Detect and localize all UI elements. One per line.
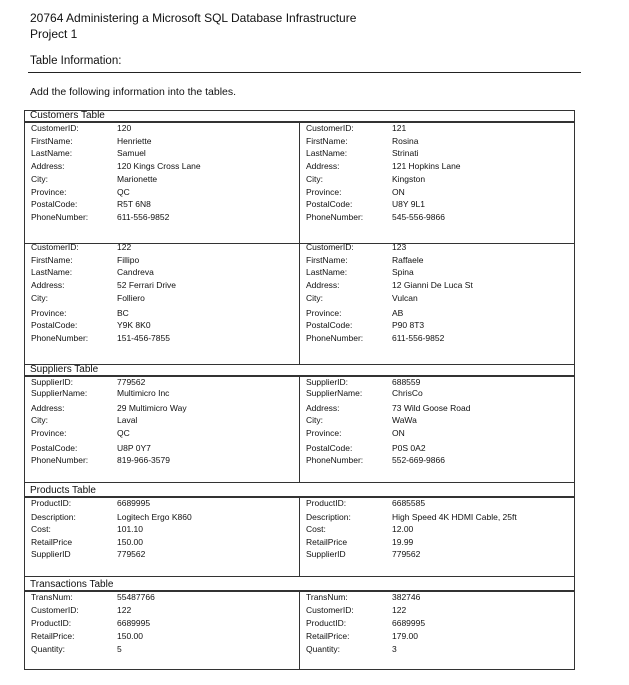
field-row [306,148,418,159]
field-label: Address: [31,403,65,413]
field-row [31,428,130,439]
field-row [31,255,139,266]
supplier-record-1 [24,376,300,483]
field-label: PhoneNumber: [306,212,364,222]
field-value: 779562 [117,377,146,387]
field-value: 122 [117,605,132,615]
field-value: 101.10 [117,524,143,534]
field-label: Province: [31,187,67,197]
field-row [306,174,425,185]
field-row [31,403,187,414]
field-row [306,199,425,210]
transaction-record-2 [299,591,575,670]
field-row [306,333,444,344]
field-value: Spina [392,267,414,277]
field-label: SupplierID: [31,377,74,387]
field-row [306,377,420,388]
field-row [306,212,445,223]
field-value: WaWa [392,415,417,425]
field-label: CustomerID: [306,605,354,615]
field-row [306,549,420,560]
customer-record-4 [299,243,575,365]
field-label: CustomerID: [31,605,79,615]
section-heading: Table Information: [30,55,122,67]
field-value: 123 [392,242,407,252]
field-row [31,512,192,523]
field-row [31,161,201,172]
field-label: Province: [31,428,67,438]
field-label: ProductID: [306,618,347,628]
field-row [31,455,170,466]
field-label: Address: [31,280,65,290]
field-row [31,212,169,223]
field-value: 122 [392,605,407,615]
field-label: TransNum: [306,592,348,602]
field-label: Address: [306,403,340,413]
field-value: Fillipo [117,255,140,265]
suppliers-table-title: Suppliers Table [24,364,575,376]
field-row [306,403,470,414]
field-value: 120 Kings Cross Lane [117,161,201,171]
field-label: Quantity: [31,644,66,654]
field-value: 5 [117,644,122,654]
field-row [306,428,405,439]
field-label: City: [306,174,323,184]
field-value: 150.00 [117,537,143,547]
product-record-1 [24,497,300,577]
field-label: CustomerID: [306,242,354,252]
field-value: 150.00 [117,631,143,641]
field-row [306,242,406,253]
field-label: Address: [31,161,65,171]
field-value: Folliero [117,293,145,303]
field-value: ChrisCo [392,388,423,398]
field-label: ProductID: [31,618,72,628]
field-row [31,549,145,560]
field-value: U8P 0Y7 [117,443,151,453]
field-value: Candreva [117,267,154,277]
field-value: 6689995 [117,618,151,628]
field-label: Address: [306,161,340,171]
field-label: Description: [306,512,351,522]
field-row [306,498,425,509]
field-value: 3 [392,644,397,654]
field-label: LastName: [31,267,73,277]
field-value: BC [117,308,129,318]
field-value: 12.00 [392,524,414,534]
field-value: 151-456-7855 [117,333,170,343]
field-label: PostalCode: [31,199,78,209]
field-row [31,592,155,603]
field-row [31,267,154,278]
field-row [31,631,143,642]
transaction-record-1 [24,591,300,670]
field-value: Logitech Ergo K860 [117,512,192,522]
field-row [31,618,150,629]
field-row [31,388,169,399]
field-label: ProductID: [306,498,347,508]
field-label: LastName: [306,267,348,277]
field-label: Province: [306,428,342,438]
field-row [31,605,131,616]
field-label: RetailPrice: [306,631,350,641]
field-row [31,644,122,655]
field-value: 19.99 [392,537,414,547]
field-value: Vulcan [392,293,418,303]
field-label: PhoneNumber: [306,333,364,343]
field-label: PostalCode: [306,443,353,453]
document-subtitle: Project 1 [30,27,78,41]
field-label: Province: [306,308,342,318]
field-value: P0S 0A2 [392,443,426,453]
field-label: City: [31,174,48,184]
field-row [306,123,406,134]
field-label: PhoneNumber: [31,455,89,465]
field-label: SupplierName: [306,388,363,398]
field-label: Province: [31,308,67,318]
field-value: Raffaele [392,255,424,265]
field-row [31,242,131,253]
field-label: PostalCode: [306,199,353,209]
field-row [31,174,157,185]
field-value: Y9K 8K0 [117,320,151,330]
field-label: City: [306,415,323,425]
document-title: 20764 Administering a Microsoft SQL Database Infrastructure [30,11,357,25]
field-label: Cost: [306,524,326,534]
field-value: AB [392,308,404,318]
field-row [306,592,420,603]
field-row [31,320,151,331]
customer-record-1 [24,122,300,244]
field-label: SupplierID [306,549,346,559]
field-value: 12 Gianni De Luca St [392,280,473,290]
field-row [306,631,418,642]
field-label: City: [31,415,48,425]
field-value: Laval [117,415,138,425]
field-row [31,537,143,548]
field-value: Henriette [117,136,152,146]
field-value: 779562 [117,549,146,559]
field-row [31,333,170,344]
products-table-title: Products Table [24,485,575,497]
field-row [31,524,143,535]
field-label: PhoneNumber: [31,212,89,222]
field-row [31,415,137,426]
field-value: 73 Wild Goose Road [392,403,471,413]
field-row [31,199,151,210]
field-label: PostalCode: [31,443,78,453]
field-row [306,388,423,399]
field-label: LastName: [306,148,348,158]
field-value: Rosina [392,136,419,146]
field-value: 29 Multimicro Way [117,403,187,413]
field-row [31,293,145,304]
field-label: FirstName: [306,136,348,146]
field-value: U8Y 9L1 [392,199,425,209]
field-label: LastName: [31,148,73,158]
field-row [306,255,424,266]
field-value: 120 [117,123,132,133]
field-value: QC [117,428,130,438]
customer-record-2 [299,122,575,244]
field-row [306,161,461,172]
field-row [306,524,413,535]
field-label: CustomerID: [306,123,354,133]
field-value: 179.00 [392,631,418,641]
field-label: City: [31,293,48,303]
field-row [31,187,130,198]
instruction-text: Add the following information into the tables. [30,86,237,98]
field-label: ProductID: [31,498,72,508]
field-value: 122 [117,242,132,252]
field-label: SupplierID: [306,377,349,387]
field-row [306,415,417,426]
field-value: 611-556-9852 [117,212,170,222]
field-value: 819-966-3579 [117,455,170,465]
field-value: Samuel [117,148,146,158]
field-label: CustomerID: [31,242,79,252]
field-label: PostalCode: [31,320,78,330]
field-row [31,498,150,509]
field-label: PhoneNumber: [306,455,364,465]
field-row [306,455,445,466]
field-value: Strinati [392,148,419,158]
field-value: 6689995 [117,498,151,508]
field-row [306,136,418,147]
field-row [31,280,176,291]
field-value: 611-556-9852 [392,333,445,343]
field-row [31,123,131,134]
field-label: Address: [306,280,340,290]
field-value: 779562 [392,549,421,559]
field-value: 121 Hopkins Lane [392,161,461,171]
field-label: PhoneNumber: [31,333,89,343]
field-value: High Speed 4K HDMI Cable, 25ft [392,512,517,522]
field-row [306,308,403,319]
field-value: QC [117,187,130,197]
field-row [306,644,397,655]
field-label: City: [306,293,323,303]
field-row [31,136,152,147]
field-label: RetailPrice [31,537,73,547]
field-row [306,605,406,616]
supplier-record-2 [299,376,575,483]
field-value: 382746 [392,592,421,602]
field-row [306,443,426,454]
field-value: 552-669-9866 [392,455,445,465]
field-row [306,512,517,523]
field-label: SupplierName: [31,388,88,398]
field-row [31,308,129,319]
field-value: 55487766 [117,592,155,602]
field-row [306,618,425,629]
customer-record-3 [24,243,300,365]
field-value: Kingston [392,174,426,184]
field-label: PostalCode: [306,320,353,330]
field-row [306,267,414,278]
field-label: RetailPrice [306,537,348,547]
field-value: 52 Ferrari Drive [117,280,177,290]
field-label: CustomerID: [31,123,79,133]
field-value: 6685585 [392,498,426,508]
field-label: Description: [31,512,76,522]
field-row [31,377,145,388]
field-value: P90 8T3 [392,320,425,330]
heading-rule [28,72,581,73]
transactions-table-title: Transactions Table [24,579,575,591]
field-row [306,320,424,331]
field-label: TransNum: [31,592,73,602]
field-value: 6689995 [392,618,426,628]
field-row [306,293,418,304]
field-label: RetailPrice: [31,631,75,641]
field-row [306,280,473,291]
field-label: Province: [306,187,342,197]
field-label: Quantity: [306,644,341,654]
field-value: Multimicro Inc [117,388,170,398]
field-value: 121 [392,123,407,133]
field-row [306,537,413,548]
field-value: 688559 [392,377,421,387]
field-row [31,148,146,159]
field-label: SupplierID [31,549,71,559]
field-label: FirstName: [306,255,348,265]
field-label: FirstName: [31,136,73,146]
field-row [306,187,405,198]
product-record-2 [299,497,575,577]
field-label: FirstName: [31,255,73,265]
field-value: Marionette [117,174,158,184]
field-value: ON [392,428,405,438]
field-row [31,443,151,454]
field-value: R5T 6N8 [117,199,151,209]
field-value: ON [392,187,405,197]
field-label: Cost: [31,524,51,534]
field-value: 545-556-9866 [392,212,445,222]
customers-table-title: Customers Table [24,110,575,122]
